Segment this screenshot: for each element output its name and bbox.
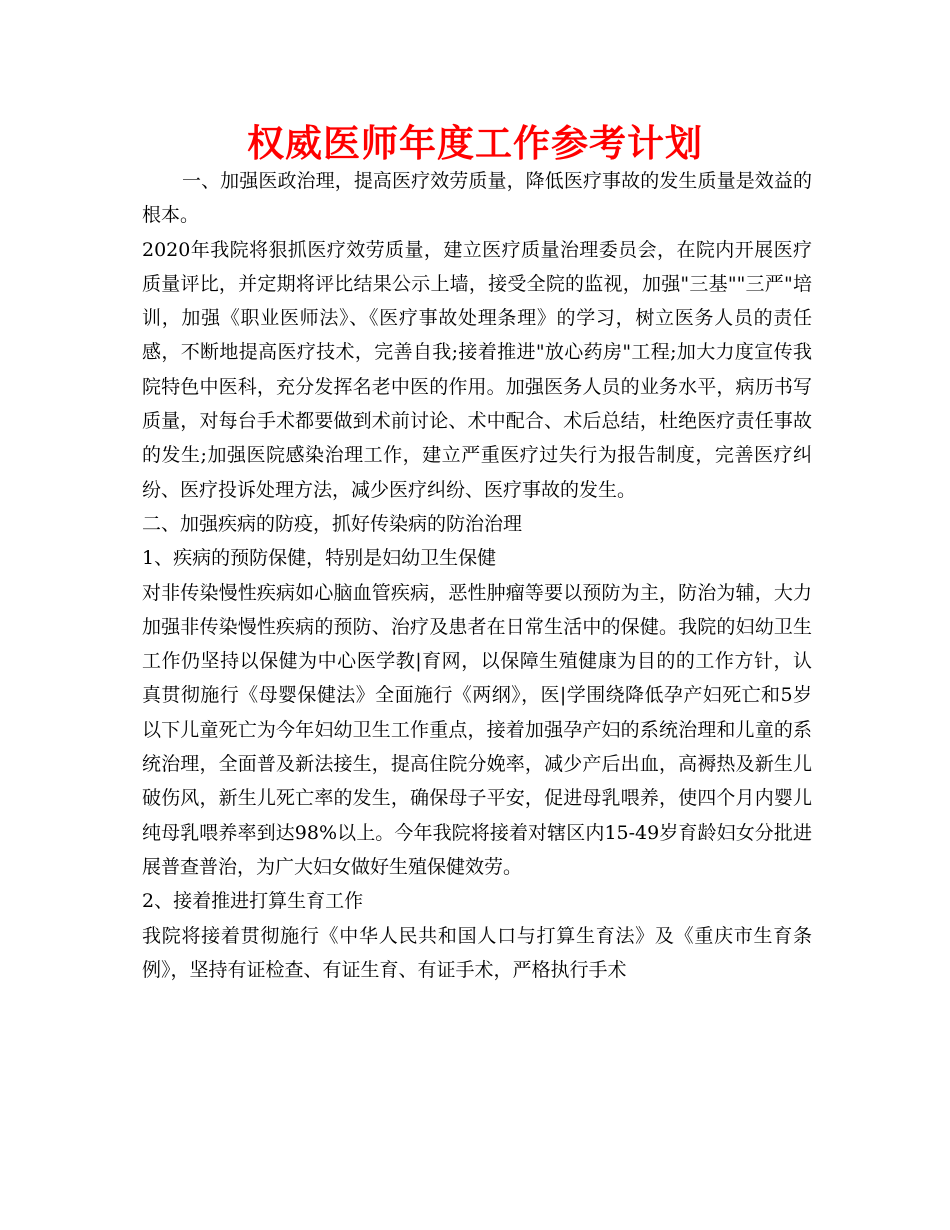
document-body xyxy=(142,164,812,987)
paragraph-intro: 一、加强医政治理，提高医疗效劳质量，降低医疗事故的发生质量是效益的根本。 xyxy=(142,170,812,227)
subheading-family-planning: 2、接着推进打算生育工作 xyxy=(142,890,364,913)
paragraph-2020-plan: 2020年我院将狠抓医疗效劳质量，建立医疗质量治理委员会，在院内开展医疗质量评比，并定期将评比结果公示上墙，接受全院的监视，加强"三基""三严"培训，加强《职业医师法》、《医疗事故处理条理》的学习，树立医务人员的责任感，不断地提高医疗技术，完善自我;接着推进"放心药房"工程;加大力度宣传我院特色中医科，充分发挥名老中医的作用。加强医务人员的业务水平，病历书写质量，对每台手术都要做到术前讨论、术中配合、术后总结，杜绝医疗责任事故的发生;加强医院感染治理工作，建立严重医疗过失行为报告制度，完善医疗纠纷、医疗投诉处理方法，减少医疗纠纷、医疗事故的发生。 xyxy=(142,238,812,501)
paragraph-family-planning: 我院将接着贯彻施行《中华人民共和国人口与打算生育法》及《重庆市生育条例》，坚持有证检查、有证生育、有证手术，严格执行手术 xyxy=(142,924,812,981)
section-heading-disease-prevention: 二、加强疾病的防疫，抓好传染病的防治治理 xyxy=(142,512,523,535)
paragraph-chronic-disease: 对非传染慢性疾病如心脑血管疾病，恶性肿瘤等要以预防为主，防治为辅，大力加强非传染慢性疾病的预防、治疗及患者在日常生活中的保健。我院的妇幼卫生工作仍坚持以保健为中心医学教|育网，以保障生殖健康为目的的工作方针，认真贯彻施行《母婴保健法》全面施行《两纲》，医|学围绕降低孕产妇死亡和5岁以下儿童死亡为今年妇幼卫生工作重点，接着加强孕产妇的系统治理和儿童的系统治理，全面普及新法接生，提高住院分娩率，减少产后出血，高褥热及新生儿破伤风，新生儿死亡率的发生，确保母子平安，促进母乳喂养，使四个月内婴儿纯母乳喂养率到达98%以上。今年我院将接着对辖区内15-49岁育龄妇女分批进展普查普治，为广大妇女做好生殖保健效劳。 xyxy=(142,581,812,878)
subheading-maternal-child-health: 1、疾病的预防保健，特别是妇幼卫生保健 xyxy=(142,547,497,570)
page-title: 权威医师年度工作参考计划 xyxy=(247,122,703,165)
